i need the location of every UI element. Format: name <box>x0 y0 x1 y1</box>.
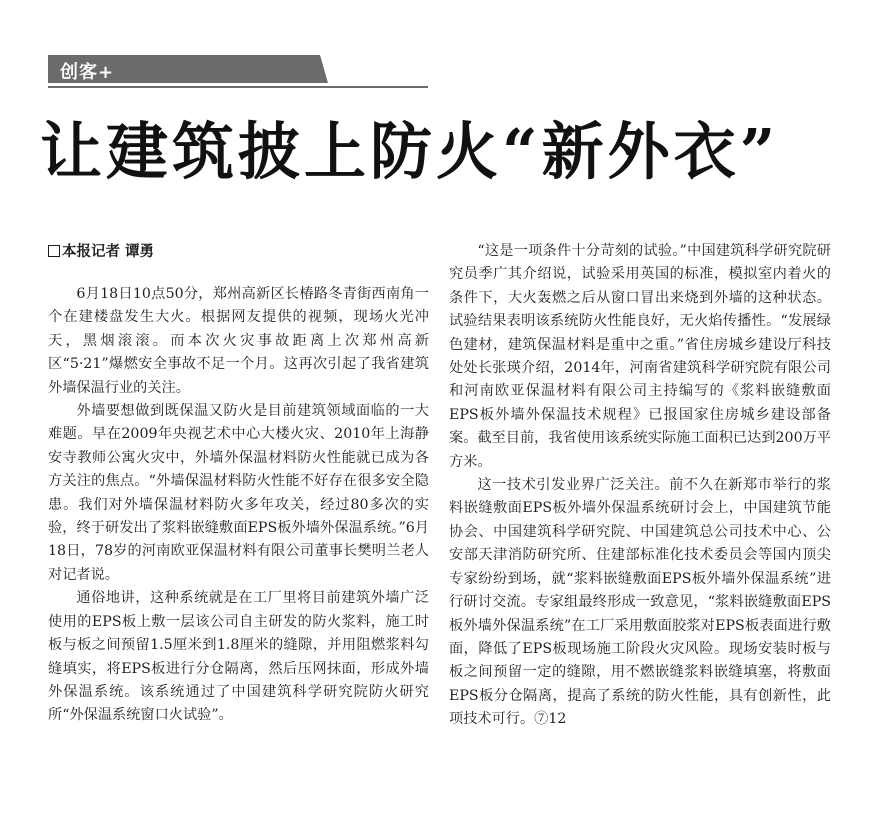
paragraph: 这一技术引发业界广泛关注。前不久在新郑市举行的浆料嵌缝敷面EPS板外墙外保温系统研讨会上，中国建筑节能协会、中国建筑科学研究院、中国建筑总公司技术中心、公安部天津消防研究所、住建部标准化技术委员会等国内顶尖专家纷纷到场，就“浆料嵌缝敷面EPS板外墙外保温系统”进行研讨交流。专家组最终形成一致意见，“浆料嵌缝敷面EPS板外墙外保温系统”在工厂采用敷面胶浆对EPS板表面进行敷面，降低了EPS板现场施工阶段火灾风险。现场安装时板与板之间预留一定的缝隙，用不燃嵌缝浆料嵌缝填塞，将敷面EPS板分仓隔离，提高了系统的防火性能，具有创新性，此项技术可行。⑦12 <box>449 477 831 728</box>
paragraph: 6月18日10点50分，郑州高新区长椿路冬青街西南角一个在建楼盘发生大火。根据网友提供的视频，现场火光冲天，黑烟滚滚。而本次火灾事故距离上次郑州高新区“5·21”爆燃安全事故不足一个月。这再次引起了我省建筑外墙保温行业的关注。 <box>48 286 429 396</box>
section-rule <box>48 86 428 88</box>
right-column <box>449 240 831 732</box>
byline <box>48 240 154 261</box>
paragraph: “这是一项条件十分苛刻的试验。”中国建筑科学研究院研究员季广其介绍说，试验采用英国的标准，模拟室内着火的条件下，大火轰燃之后从窗口冒出来烧到外墙的这种状态。试验结果表明该系统防火性能良好，无火焰传播性。“发展绿色建材，建筑保温材料是重中之重。”省住房城乡建设厅科技处处长张瑛介绍，2014年，河南省建筑科学研究院有限公司和河南欧亚保温材料有限公司主持编写的《浆料嵌缝敷面EPS板外墙外保温技术规程》已报国家住房城乡建设部备案。截至目前，我省使用该系统实际施工面积已达到200万平方米。 <box>449 243 831 470</box>
byline-box-icon <box>48 245 60 257</box>
paragraph: 通俗地讲，这种系统就是在工厂里将目前建筑外墙广泛使用的EPS板上敷一层该公司自主研发的防火浆料，施工时板与板之间预留1.5厘米到1.8厘米的缝隙，并用阻燃浆料勾缝填实，将EPS板进行分仓隔离，然后压网抹面，形成外墙外保温系统。该系统通过了中国建筑科学研究院防火研究所“外保温系统窗口火试验”。 <box>48 590 429 724</box>
left-column <box>48 283 429 728</box>
section-label: 创客+ <box>60 62 115 83</box>
byline-text: 本报记者 谭勇 <box>62 244 155 260</box>
paragraph: 外墙要想做到既保温又防火是目前建筑领域面临的一大难题。早在2009年央视艺术中心大楼火灾、2010年上海静安寺教师公寓火灾中，外墙外保温材料防火性能就已成为各方关注的焦点。“外墙保温材料防火性能不好存在很多安全隐患。我们对外墙保温材料防火多年攻关，经过80多次的实验，终于研发出了浆料嵌缝敷面EPS板外墙外保温系统。”6月18日，78岁的河南欧亚保温材料有限公司董事长樊明兰老人对记者说。 <box>48 403 429 583</box>
headline: 让建筑披上防火“新外衣” <box>40 115 780 188</box>
section-tab <box>48 55 328 83</box>
